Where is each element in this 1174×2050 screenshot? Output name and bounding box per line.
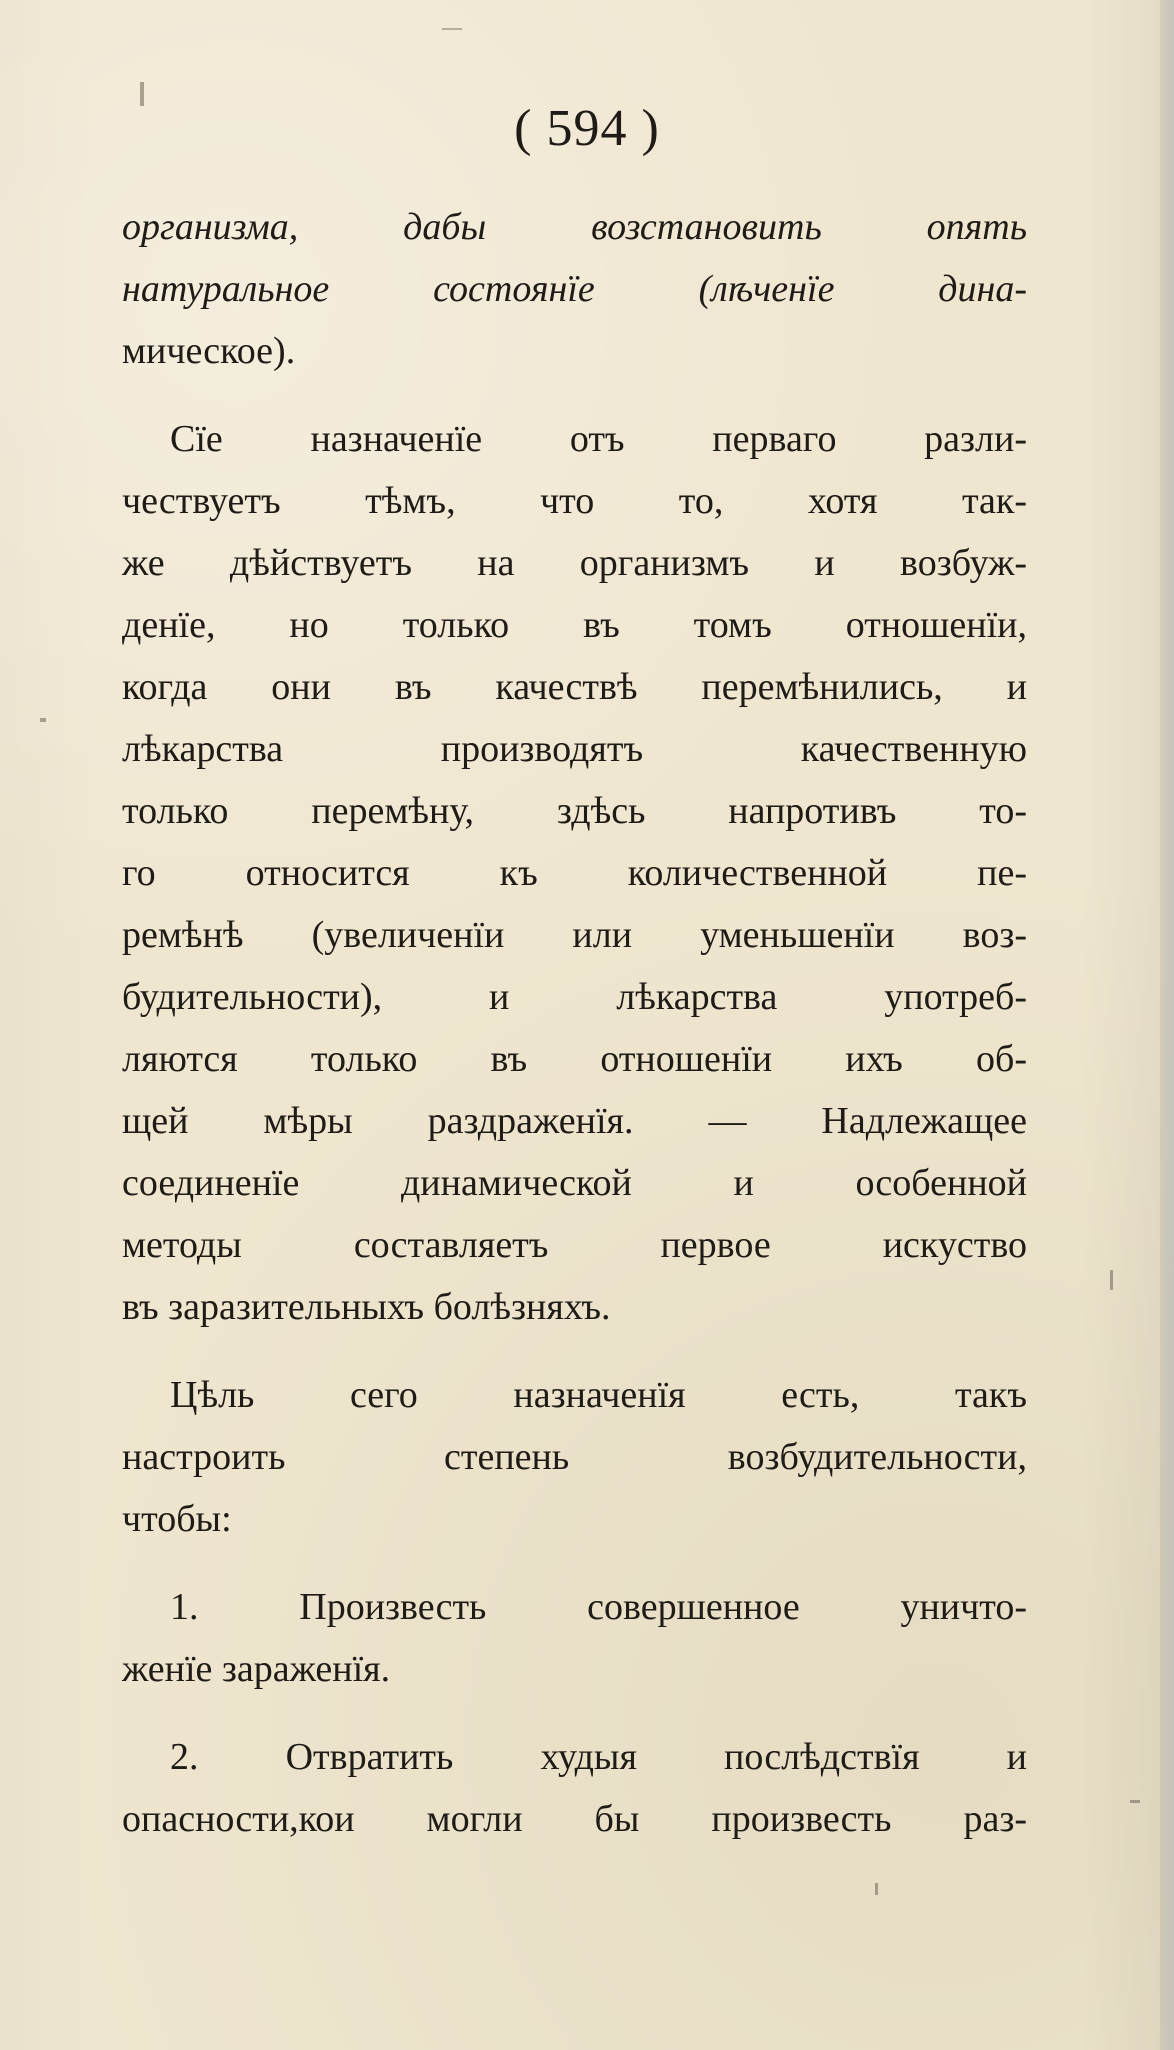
text-line-16: соединенїе динамической и особенной bbox=[122, 1162, 1027, 1204]
text-line-1: организма, дабы возстановить опять bbox=[122, 206, 1027, 248]
text-line-14: ляются только въ отношенїи ихъ об- bbox=[122, 1038, 1027, 1080]
ink-mark bbox=[1130, 1800, 1140, 1803]
text-line-18: въ заразительныхъ болѣзняхъ. bbox=[122, 1286, 611, 1328]
text-line-25: опасности,кои могли бы произвесть раз- bbox=[122, 1798, 1027, 1840]
ink-mark bbox=[1110, 1270, 1113, 1290]
text-line-15: щей мѣры раздраженїя. — Надлежащее bbox=[122, 1100, 1027, 1142]
page-right-edge bbox=[1160, 0, 1174, 2050]
ink-mark bbox=[442, 28, 462, 30]
text-line-10: только перемѣну, здѣсь напротивъ то- bbox=[122, 790, 1027, 832]
text-line-17: методы составляетъ первое искуство bbox=[122, 1224, 1027, 1266]
text-line-2: натуральное состоянїе (лѣченїе дина- bbox=[122, 268, 1027, 310]
text-line-13: будительности), и лѣкарства употреб- bbox=[122, 976, 1027, 1018]
text-line-22: 1. Произвесть совершенное уничто- bbox=[170, 1586, 1027, 1628]
text-line-19: Цѣль сего назначенїя есть, такъ bbox=[170, 1374, 1027, 1416]
text-line-21: чтобы: bbox=[122, 1498, 232, 1540]
text-line-9: лѣкарства производятъ качественную bbox=[122, 728, 1027, 770]
text-line-3: мическое). bbox=[122, 330, 296, 372]
text-line-5: чествуетъ тѣмъ, что то, хотя так- bbox=[122, 480, 1027, 522]
text-line-8: когда они въ качествѣ перемѣнились, и bbox=[122, 666, 1027, 708]
ink-mark bbox=[875, 1883, 878, 1895]
text-line-7: денїе, но только въ томъ отношенїи, bbox=[122, 604, 1027, 646]
text-line-12: ремѣнѣ (увеличенїи или уменьшенїи воз- bbox=[122, 914, 1027, 956]
text-line-4: Сїе назначенїе отъ перваго разли- bbox=[170, 418, 1027, 460]
page-number-header: ( 594 ) bbox=[514, 100, 660, 157]
text-line-11: го относится къ количественной пе- bbox=[122, 852, 1027, 894]
page-text bbox=[122, 196, 1027, 1840]
text-line-23: женїе зараженїя. bbox=[122, 1648, 391, 1690]
text-line-24: 2. Отвратить худыя послѣдствїя и bbox=[170, 1736, 1027, 1778]
text-line-6: же дѣйствуетъ на организмъ и возбуж- bbox=[122, 542, 1027, 584]
text-line-20: настроить степень возбудительности, bbox=[122, 1436, 1027, 1478]
ink-mark bbox=[40, 718, 46, 722]
